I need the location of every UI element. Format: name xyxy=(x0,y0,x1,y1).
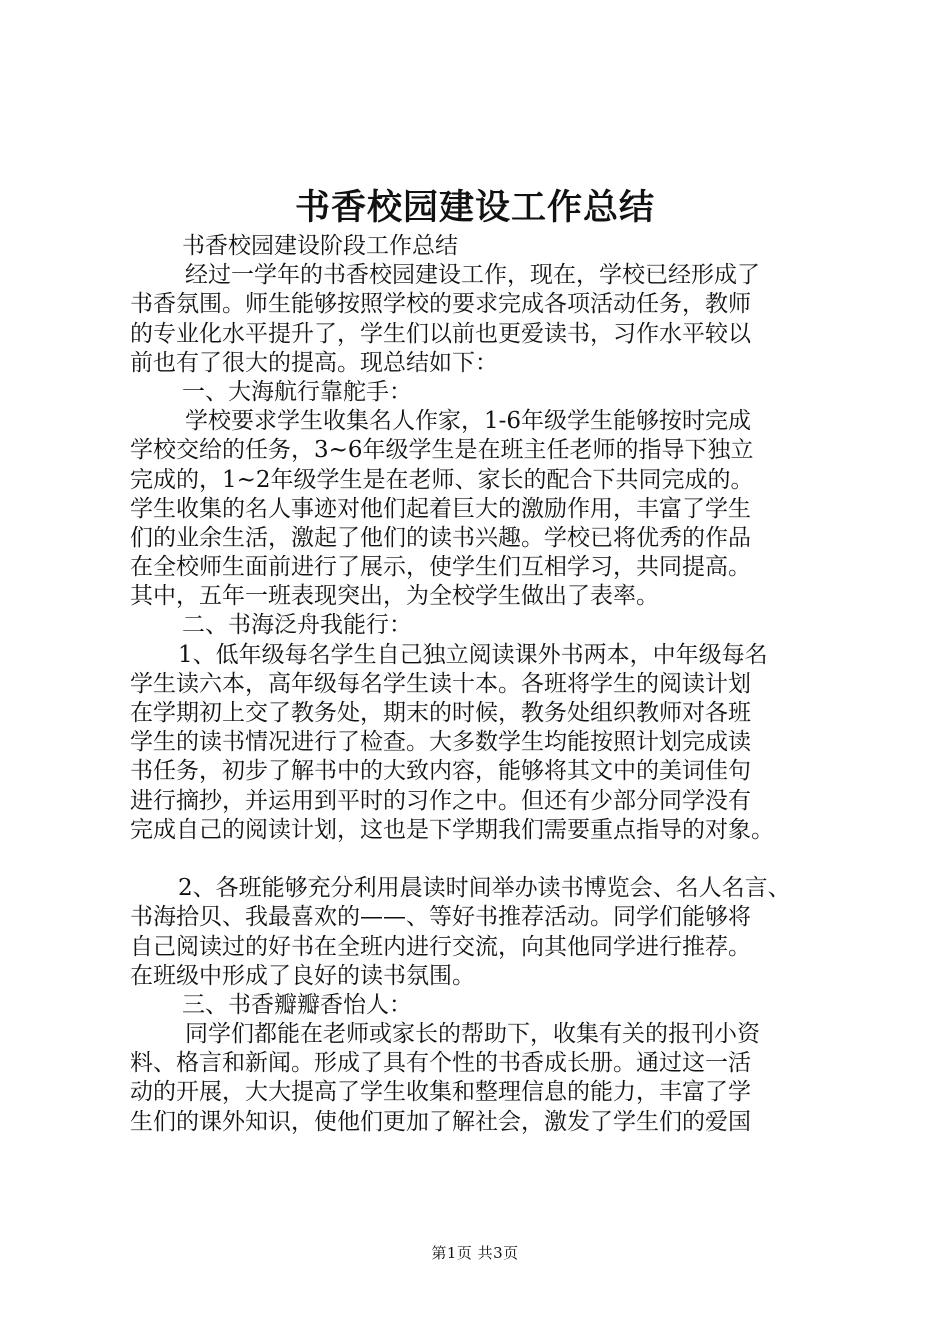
body-line: 完成自己的阅读计划，这也是下学期我们需要重点指导的对象。 xyxy=(130,816,774,843)
body-line: 在学期初上交了教务处，期末的时候，教务处组织教师对各班 xyxy=(130,700,751,726)
body-line: 进行摘抄，并运用到平时的习作之中。但还有少部分同学没有 xyxy=(130,787,751,814)
body-line: 1、低年级每名学生自己独立阅读课外书两本，中年级每名 xyxy=(178,641,768,668)
body-line: 在全校师生面前进行了展示，使学生们互相学习，共同提高。 xyxy=(130,554,751,581)
body-line: 同学们都能在老师或家长的帮助下，收集有关的报刊小资 xyxy=(185,1021,760,1048)
body-line: 们的业余生活，激起了他们的读书兴趣。学校已将优秀的作品 xyxy=(130,524,751,551)
page-footer: 第1页 共3页 xyxy=(431,1244,519,1262)
body-line: 经过一学年的书香校园建设工作，现在，学校已经形成了 xyxy=(185,262,760,289)
body-line: 的专业化水平提升了，学生们以前也更爱读书，习作水平较以 xyxy=(130,320,751,347)
body-line: 2、各班能够充分利用晨读时间举办读书博览会、名人名言、 xyxy=(178,875,791,902)
body-line: 二、书海泛舟我能行： xyxy=(182,612,412,639)
body-line: 其中，五年一班表现突出，为全校学生做出了表率。 xyxy=(130,583,659,610)
body-line: 自己阅读过的好书在全班内进行交流，向其他同学进行推荐。 xyxy=(130,933,751,960)
body-line: 书香氛围。师生能够按照学校的要求完成各项活动任务，教师 xyxy=(130,291,751,318)
body-line: 一、大海航行靠舵手： xyxy=(182,378,412,405)
body-line: 三、书香瓣瓣香怡人： xyxy=(182,991,412,1018)
body-line: 学校交给的任务，3~6年级学生是在班主任老师的指导下独立 xyxy=(130,437,754,464)
body-line: 书香校园建设阶段工作总结 xyxy=(182,233,458,259)
body-line: 完成的，1~2年级学生是在老师、家长的配合下共同完成的。 xyxy=(130,466,754,493)
body-line: 前也有了很大的提高。现总结如下： xyxy=(130,349,498,376)
body-line: 书海拾贝、我最喜欢的——、等好书推荐活动。同学们能够将 xyxy=(130,904,751,931)
body-line: 书任务，初步了解书中的大致内容，能够将其文中的美词佳句 xyxy=(130,758,751,785)
document-body xyxy=(130,232,830,1137)
body-line: 学校要求学生收集名人作家，1-6年级学生能够按时完成 xyxy=(185,408,752,435)
body-line xyxy=(130,845,830,874)
body-line: 料、格言和新闻。形成了具有个性的书香成长册。通过这一活 xyxy=(130,1050,751,1077)
document-title: 书香校园建设工作总结 xyxy=(294,187,655,228)
body-line: 在班级中形成了良好的读书氛围。 xyxy=(130,962,475,989)
body-line: 生们的课外知识，使他们更加了解社会，激发了学生们的爱国 xyxy=(130,1108,751,1135)
body-line: 学生读六本，高年级每名学生读十本。各班将学生的阅读计划 xyxy=(130,670,751,697)
body-line: 学生收集的名人事迹对他们起着巨大的激励作用，丰富了学生 xyxy=(130,495,751,522)
body-line: 学生的读书情况进行了检查。大多数学生均能按照计划完成读 xyxy=(130,729,751,756)
body-line: 动的开展，大大提高了学生收集和整理信息的能力，丰富了学 xyxy=(130,1079,751,1106)
